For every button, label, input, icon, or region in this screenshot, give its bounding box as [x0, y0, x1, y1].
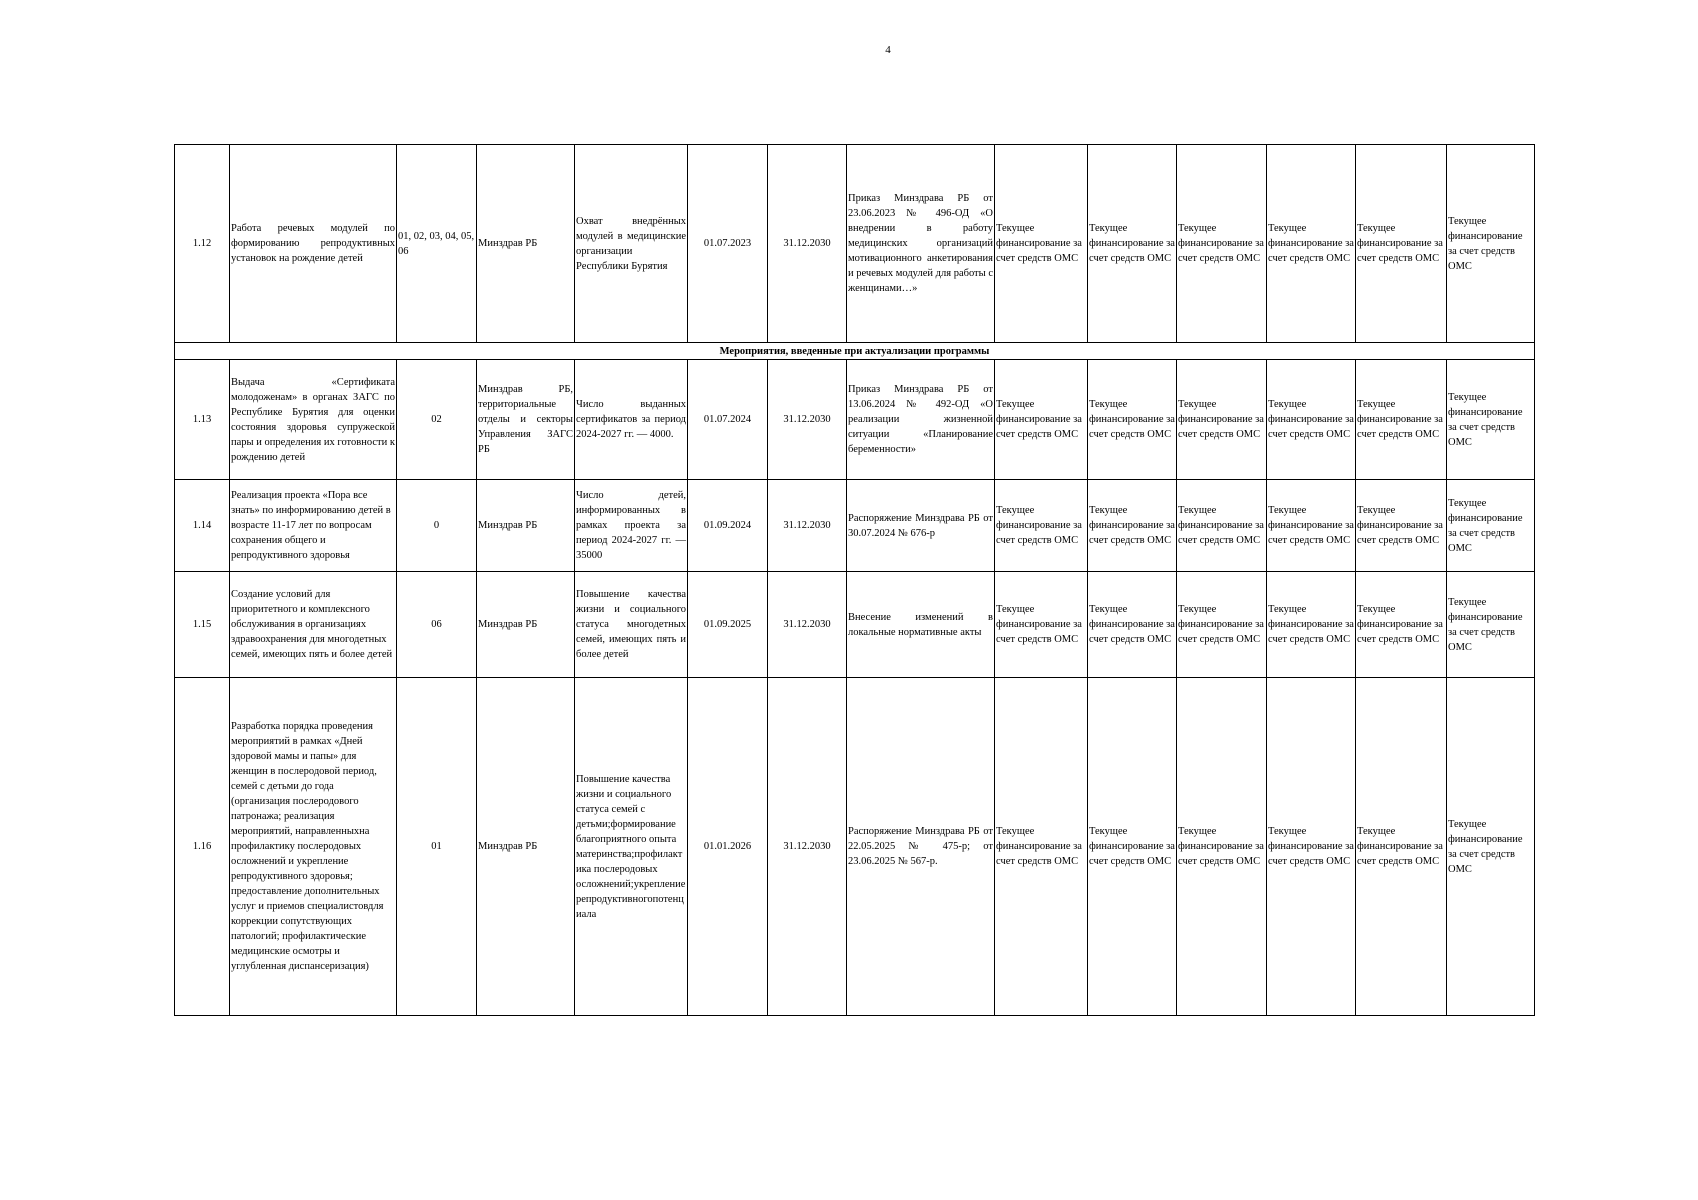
funding-cell: Текущее финансирование за счет средств ОМС — [1177, 572, 1267, 678]
event-code: 06 — [397, 572, 477, 678]
legal-document: Приказ Минздрава РБ от 23.06.2023 № 496-ОД «О внедрении в работу медицинских организаций мотивационного анкетирования и речевых модулей для работы с женщинами…» — [847, 145, 995, 343]
event-executor: Минздрав РБ — [477, 480, 575, 572]
funding-cell: Текущее финансирование за счет средств ОМС — [1267, 480, 1356, 572]
end-date: 31.12.2030 — [768, 145, 847, 343]
row-number: 1.14 — [175, 480, 230, 572]
event-executor: Минздрав РБ — [477, 572, 575, 678]
funding-cell: Текущее финансирование за счет средств ОМС — [1088, 480, 1177, 572]
event-result: Повышение качества жизни и социального статуса многодетных семей, имеющих пять и более детей — [575, 572, 688, 678]
section-heading-row — [175, 343, 1535, 360]
end-date: 31.12.2030 — [768, 572, 847, 678]
event-result: Повышение качества жизни и социального статуса семей с детьми;формирование благоприятного опыта материнства;профилактика послеродовых осложнений;укрепление репродуктивногопотенциала — [575, 678, 688, 1016]
end-date: 31.12.2030 — [768, 480, 847, 572]
event-title: Работа речевых модулей по формированию репродуктивных установок на рождение детей — [230, 145, 397, 343]
start-date: 01.07.2023 — [688, 145, 768, 343]
funding-cell: Текущее финансирование за счет средств ОМС — [1267, 360, 1356, 480]
table-row — [175, 678, 1535, 1016]
event-result: Число выданных сертификатов за период 2024-2027 гг. — 4000. — [575, 360, 688, 480]
event-result: Число детей, информированных в рамках проекта за период 2024-2027 гг. — 35000 — [575, 480, 688, 572]
funding-cell: Текущее финансирование за счет средств ОМС — [1177, 480, 1267, 572]
funding-cell: Текущее финансирование за счет средств ОМС — [1356, 360, 1447, 480]
funding-cell: Текущее финансирование за счет средств ОМС — [1356, 480, 1447, 572]
legal-document: Распоряжение Минздрава РБ от 22.05.2025 № 475-р; от 23.06.2025 № 567-р. — [847, 678, 995, 1016]
row-number: 1.13 — [175, 360, 230, 480]
funding-cell: Текущее финансирование за счет средств ОМС — [1177, 360, 1267, 480]
row-number: 1.15 — [175, 572, 230, 678]
funding-cell: Текущее финансирование за счет средств ОМС — [1177, 145, 1267, 343]
event-code: 0 — [397, 480, 477, 572]
event-result: Охват внедрённых модулей в медицинские организации Республики Бурятия — [575, 145, 688, 343]
funding-cell: Текущее финансирование за счет средств ОМС — [1088, 360, 1177, 480]
table-row — [175, 480, 1535, 572]
funding-cell: Текущее финансирование за счет средств ОМС — [1447, 678, 1535, 1016]
funding-cell: Текущее финансирование за счет средств ОМС — [995, 145, 1088, 343]
event-title: Разработка порядка проведения мероприятий в рамках «Дней здоровой мамы и папы» для женщин в послеродовой период, семей с детьми до года (организация послеродового патронажа; реализация мероприятий, направленныхна профилактику послеродовых осложнений и укрепление репродуктивного здоровья; предоставление дополнительных услуг и приемов специалистовдля коррекции сопутствующих патологий; профилактические медицинские осмотры и углубленная диспансеризация) — [230, 678, 397, 1016]
table-row — [175, 360, 1535, 480]
start-date: 01.07.2024 — [688, 360, 768, 480]
event-executor: Минздрав РБ, территориальные отделы и секторы Управления ЗАГС РБ — [477, 360, 575, 480]
event-code: 01, 02, 03, 04, 05, 06 — [397, 145, 477, 343]
funding-cell: Текущее финансирование за счет средств ОМС — [1447, 572, 1535, 678]
program-table — [174, 144, 1535, 1016]
end-date: 31.12.2030 — [768, 360, 847, 480]
start-date: 01.09.2025 — [688, 572, 768, 678]
start-date: 01.09.2024 — [688, 480, 768, 572]
table-row — [175, 572, 1535, 678]
legal-document: Внесение изменений в локальные нормативные акты — [847, 572, 995, 678]
funding-cell: Текущее финансирование за счет средств ОМС — [1356, 145, 1447, 343]
row-number: 1.16 — [175, 678, 230, 1016]
funding-cell: Текущее финансирование за счет средств ОМС — [1447, 480, 1535, 572]
event-title: Реализация проекта «Пора все знать» по информированию детей в возрасте 11-17 лет по вопросам сохранения общего и репродуктивного здоровья — [230, 480, 397, 572]
event-executor: Минздрав РБ — [477, 678, 575, 1016]
event-title: Создание условий для приоритетного и комплексного обслуживания в организациях здравоохранения для многодетных семей, имеющих пять и более детей — [230, 572, 397, 678]
funding-cell: Текущее финансирование за счет средств ОМС — [1267, 572, 1356, 678]
funding-cell: Текущее финансирование за счет средств ОМС — [1088, 678, 1177, 1016]
section-heading: Мероприятия, введенные при актуализации программы — [175, 343, 1535, 360]
event-code: 01 — [397, 678, 477, 1016]
page-number: 4 — [885, 44, 891, 56]
funding-cell: Текущее финансирование за счет средств ОМС — [1356, 572, 1447, 678]
funding-cell: Текущее финансирование за счет средств ОМС — [1177, 678, 1267, 1016]
legal-document: Приказ Минздрава РБ от 13.06.2024 № 492-ОД «О реализации жизненной ситуации «Планирование беременности» — [847, 360, 995, 480]
funding-cell: Текущее финансирование за счет средств ОМС — [995, 480, 1088, 572]
end-date: 31.12.2030 — [768, 678, 847, 1016]
event-code: 02 — [397, 360, 477, 480]
event-executor: Минздрав РБ — [477, 145, 575, 343]
event-title: Выдача «Сертификата молодоженам» в органах ЗАГС по Республике Бурятия для оценки состояния здоровья супружеской пары и определения их готовности к рождению детей — [230, 360, 397, 480]
funding-cell: Текущее финансирование за счет средств ОМС — [1267, 678, 1356, 1016]
funding-cell: Текущее финансирование за счет средств ОМС — [995, 360, 1088, 480]
table-row — [175, 145, 1535, 343]
funding-cell: Текущее финансирование за счет средств ОМС — [1088, 572, 1177, 678]
legal-document: Распоряжение Минздрава РБ от 30.07.2024 № 676-р — [847, 480, 995, 572]
funding-cell: Текущее финансирование за счет средств ОМС — [1447, 145, 1535, 343]
funding-cell: Текущее финансирование за счет средств ОМС — [1088, 145, 1177, 343]
funding-cell: Текущее финансирование за счет средств ОМС — [995, 572, 1088, 678]
funding-cell: Текущее финансирование за счет средств ОМС — [995, 678, 1088, 1016]
start-date: 01.01.2026 — [688, 678, 768, 1016]
funding-cell: Текущее финансирование за счет средств ОМС — [1356, 678, 1447, 1016]
funding-cell: Текущее финансирование за счет средств ОМС — [1447, 360, 1535, 480]
row-number: 1.12 — [175, 145, 230, 343]
funding-cell: Текущее финансирование за счет средств ОМС — [1267, 145, 1356, 343]
